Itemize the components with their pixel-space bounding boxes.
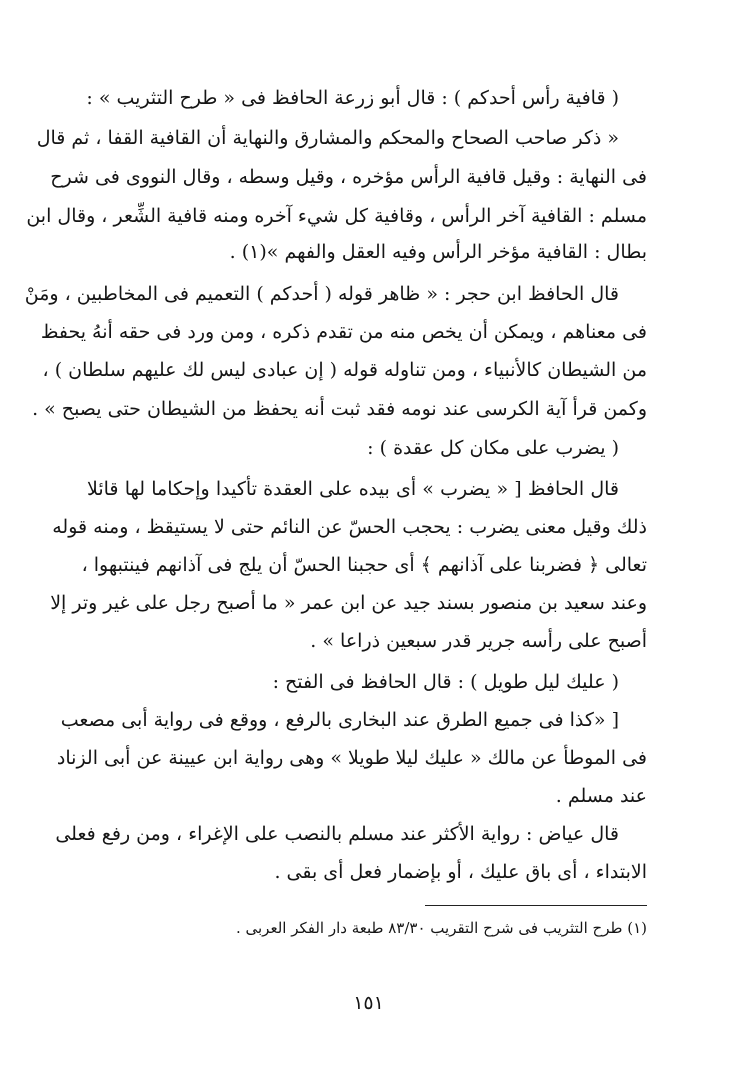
text-line: فى النهاية : وقيل قافية الرأس مؤخره ، وقيل وسطه ، وقال النووى فى شرح	[50, 166, 647, 188]
text-line: أصبح على رأسه جرير قدر سبعين ذراعا » .	[310, 630, 647, 652]
footnote-divider	[425, 905, 647, 906]
text-line: الابتداء ، أى باق عليك ، أو بإضمار فعل أى بقى .	[274, 861, 647, 883]
text-line: قال عياض : رواية الأكثر عند مسلم بالنصب على الإغراء ، ومن رفع فعلى	[55, 823, 619, 845]
text-line: فى معناهم ، ويمكن أن يخص منه من تقدم ذكره ، ومن ورد فى حقه أنهُ يحفظ	[40, 321, 647, 343]
text-line: قال الحافظ ابن حجر : « ظاهر قوله ( أحدكم ) التعميم فى المخاطبين ، ومَنْ	[24, 283, 619, 305]
text-line: تعالى ﴿ فضربنا على آذانهم ﴾ أى حجبنا الحسّ أن يلج فى آذانهم فينتبهوا ،	[81, 554, 647, 576]
text-line: مسلم : القافية آخر الرأس ، وقافية كل شيء آخره ومنه قافية الشِّعر ، وقال ابن	[26, 205, 647, 227]
text-line: ذلك وقيل معنى يضرب : يحجب الحسّ عن النائم حتى لا يستيقظ ، ومنه قوله	[52, 516, 647, 538]
text-line: [ «كذا فى جميع الطرق عند البخارى بالرفع ، ووقع فى رواية أبى مصعب	[60, 709, 619, 731]
footnote: (١) طرح التثريب فى شرح التقريب ٨٣/٣٠ طبعة دار الفكر العربى .	[235, 919, 647, 937]
text-line: من الشيطان كالأنبياء ، ومن تناوله قوله ( إن عبادى ليس لك عليهم سلطان ) ،	[42, 359, 647, 381]
text-line: قال الحافظ [ « يضرب » أى بيده على العقدة تأكيدا وإحكاما لها قائلا	[87, 478, 619, 500]
heading-yadrib: ( يضرب على مكان كل عقدة ) :	[367, 437, 619, 459]
page-number: ١٥١	[353, 992, 384, 1014]
heading-alayka: ( عليك ليل طويل ) : قال الحافظ فى الفتح :	[272, 671, 619, 693]
text-line: وكمن قرأ آية الكرسى عند نومه فقد ثبت أنه يحفظ من الشيطان حتى يصبح » .	[32, 398, 647, 420]
text-line: فى الموطأ عن مالك « عليك ليلا طويلا » وهى رواية ابن عيينة عن أبى الزناد	[56, 747, 647, 769]
heading-qafiya: ( قافية رأس أحدكم ) : قال أبو زرعة الحافظ فى « طرح التثريب » :	[86, 87, 619, 109]
text-line: وعند سعيد بن منصور بسند جيد عن ابن عمر « ما أصبح رجل على غير وتر إلا	[50, 592, 647, 614]
text-line: « ذكر صاحب الصحاح والمحكم والمشارق والنهاية أن القافية القفا ، ثم قال	[36, 127, 619, 149]
text-line: عند مسلم .	[555, 785, 647, 807]
text-line: بطال : القافية مؤخر الرأس وفيه العقل والفهم »(١) .	[229, 241, 647, 263]
